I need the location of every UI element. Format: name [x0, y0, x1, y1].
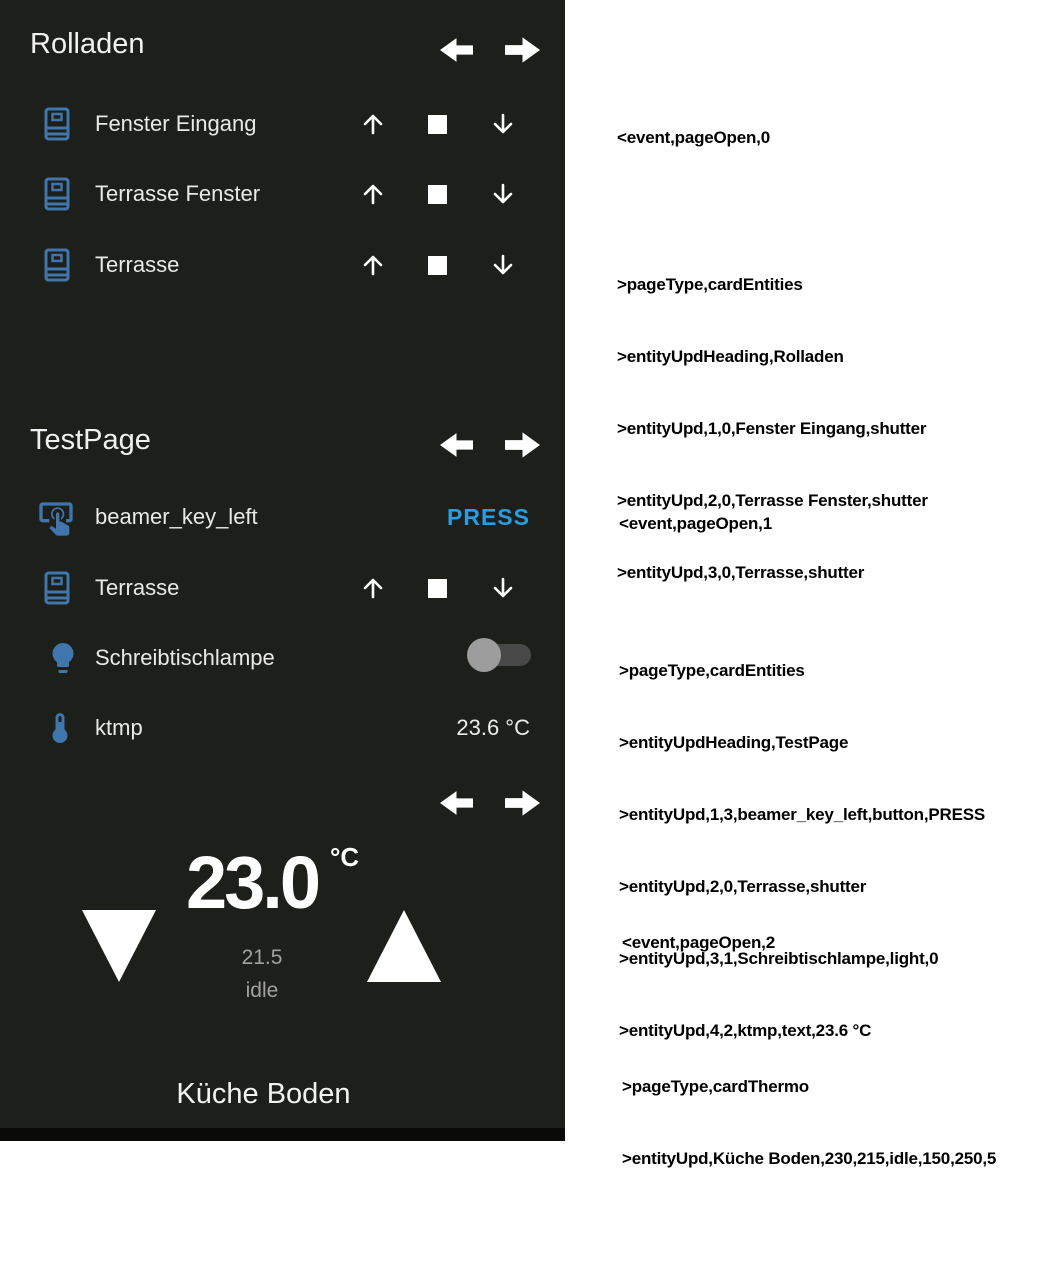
temperature-unit: °C — [330, 842, 360, 872]
nav-arrow-left-icon — [440, 805, 473, 822]
shutter-down-button[interactable] — [491, 112, 515, 141]
lightbulb-icon — [45, 640, 81, 681]
log-line: >entityUpd,Küche Boden,230,215,idle,150,250,5 — [622, 1149, 997, 1168]
log-line: >entityUpdHeading,TestPage — [619, 733, 849, 752]
arrow-up-icon — [361, 587, 385, 604]
log-line: >pageType,cardThermo — [622, 1077, 809, 1096]
shutter-up-button[interactable] — [361, 576, 385, 605]
nspanel-screen — [0, 0, 565, 1141]
nav-arrow-right-icon — [505, 52, 540, 69]
log-line: >entityUpd,1,0,Fenster Eingang,shutter — [617, 419, 927, 438]
arrow-up-icon — [361, 193, 385, 210]
nav-prev-button[interactable] — [440, 35, 473, 70]
screen-bottom-bezel — [0, 1128, 565, 1141]
arrow-down-icon — [491, 587, 515, 604]
window-shutter-icon — [44, 177, 70, 216]
arrow-down-icon — [491, 123, 515, 140]
window-shutter-icon — [44, 248, 70, 287]
shutter-up-button[interactable] — [361, 253, 385, 282]
nav-next-button[interactable] — [505, 430, 540, 465]
shutter-down-button[interactable] — [491, 253, 515, 282]
nav-next-button[interactable] — [505, 35, 540, 70]
page-title: TestPage — [30, 424, 151, 456]
log-line: >entityUpd,3,0,Terrasse,shutter — [617, 563, 865, 582]
shutter-up-button[interactable] — [361, 112, 385, 141]
shutter-stop-button[interactable] — [428, 115, 447, 134]
nav-arrow-right-icon — [505, 447, 540, 464]
entity-label: Fenster Eingang — [95, 111, 257, 136]
toggle-knob — [467, 638, 501, 672]
shutter-stop-button[interactable] — [428, 579, 447, 598]
gesture-tap-button-icon — [36, 499, 76, 544]
nav-next-button[interactable] — [505, 788, 540, 823]
entity-label: Terrasse — [95, 252, 180, 277]
log-event-line: <event,pageOpen,0 — [617, 128, 770, 147]
log-line: >entityUpdHeading,Rolladen — [617, 347, 844, 366]
entity-label: Terrasse — [95, 575, 180, 600]
shutter-down-button[interactable] — [491, 576, 515, 605]
sensor-value: 23.6 °C — [456, 715, 530, 740]
setpoint-temperature: 21.5 — [241, 946, 283, 969]
entity-label: beamer_key_left — [95, 504, 258, 529]
log-line: >pageType,cardEntities — [619, 661, 805, 680]
log-line: >entityUpd,3,1,Schreibtischlampe,light,0 — [619, 949, 939, 968]
press-button[interactable] — [380, 499, 530, 535]
window-shutter-icon — [44, 571, 70, 610]
arrow-up-icon — [361, 264, 385, 281]
press-button-label: PRESS — [447, 503, 530, 530]
nav-prev-button[interactable] — [440, 430, 473, 465]
nav-arrow-left-icon — [440, 52, 473, 69]
thermostat-title: Küche Boden — [176, 1078, 351, 1110]
shutter-up-button[interactable] — [361, 182, 385, 211]
arrow-up-icon — [361, 123, 385, 140]
log-event-line: <event,pageOpen,2 — [622, 933, 775, 952]
arrow-down-icon — [491, 193, 515, 210]
hvac-state: idle — [245, 979, 279, 1002]
nav-prev-button[interactable] — [440, 788, 473, 823]
page-title: Rolladen — [30, 28, 145, 60]
window-shutter-icon — [44, 107, 70, 146]
nav-arrow-left-icon — [440, 447, 473, 464]
entity-label: ktmp — [95, 715, 143, 740]
log-line: >entityUpd,2,0,Terrasse,shutter — [619, 877, 867, 896]
log-line: >entityUpd,4,2,ktmp,text,23.6 °C — [619, 1021, 872, 1040]
current-temperature: 23.0 — [186, 841, 319, 924]
serial-log-block-page2 — [622, 883, 996, 1267]
arrow-down-icon — [491, 264, 515, 281]
shutter-down-button[interactable] — [491, 182, 515, 211]
entity-label: Schreibtischlampe — [95, 645, 275, 670]
log-event-line: <event,pageOpen,1 — [619, 514, 772, 533]
entity-label: Terrasse Fenster — [95, 181, 261, 206]
shutter-stop-button[interactable] — [428, 256, 447, 275]
log-line: >entityUpd,1,3,beamer_key_left,button,PRESS — [619, 805, 985, 824]
log-line: >pageType,cardEntities — [617, 275, 803, 294]
nav-arrow-right-icon — [505, 805, 540, 822]
log-line: >entityUpd,2,0,Terrasse Fenster,shutter — [617, 491, 928, 510]
shutter-stop-button[interactable] — [428, 185, 447, 204]
thermometer-icon — [42, 710, 78, 751]
